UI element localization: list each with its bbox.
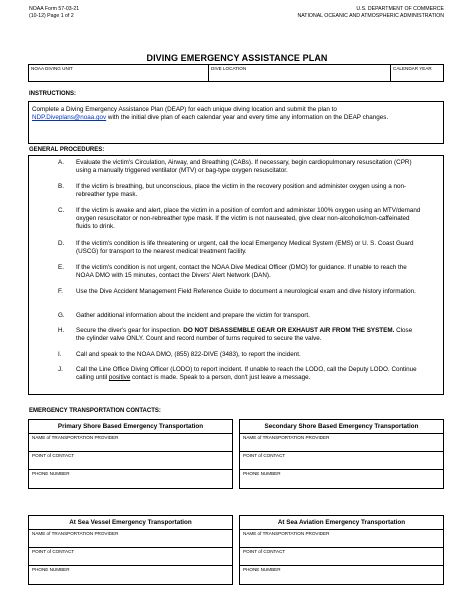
- field-label: POINT of CONTACT: [32, 549, 75, 554]
- field-label: NAME of TRANSPORTATION PROVIDER: [32, 435, 119, 440]
- instructions-text-before: Complete a Diving Emergency Assistance Plan (DEAP) for each unique diving location and submit the plan to: [32, 106, 337, 113]
- primary-shore-transport-box: [28, 419, 233, 489]
- diving-unit-label: NOAA DIVING UNIT: [31, 66, 73, 71]
- instructions-text-after: with the initial dive plan of each calendar year and every time any information on the DEAP changes.: [106, 114, 389, 122]
- provider-name-field[interactable]: [29, 530, 232, 548]
- procedure-letter: C.: [58, 207, 65, 214]
- phone-number-field[interactable]: [240, 470, 443, 488]
- administration-name: NATIONAL OCEANIC AND ATMOSPHERIC ADMINISTRATION: [297, 13, 444, 19]
- agency-block: [297, 6, 444, 20]
- procedure-text: If the victim is breathing, but unconscious, place the victim in the recovery position and administer oxygen using a non-rebreather type mask.: [76, 183, 407, 199]
- procedure-text: If the victim is awake and alert, place the victim in a position of comfort and administer 100% oxygen using an MTV/demand oxygen resuscitator or non-rebreather type mask. If the victim is not nauseated, give clear non-alcoholic/non-caffeinated fluids to drink.: [76, 207, 421, 231]
- procedure-letter: B.: [58, 183, 64, 190]
- procedure-letter: A.: [58, 159, 64, 166]
- provider-name-field[interactable]: [240, 434, 443, 452]
- general-procedures-heading: GENERAL PROCEDURES:: [29, 147, 105, 153]
- provider-name-field[interactable]: [29, 434, 232, 452]
- diving-unit-field[interactable]: [29, 65, 209, 81]
- instructions-heading: INSTRUCTIONS:: [29, 91, 76, 97]
- procedure-text-plain: Call the Line Office Diving Officer (LODO) to report incident. If unable to reach the LODO, call the Deputy LODO. Continue calling until: [76, 366, 417, 382]
- form-number: NOAA Form 57-03-21: [29, 6, 80, 12]
- box-title: At Sea Vessel Emergency Transportation: [29, 516, 232, 530]
- procedure-text: Gather additional information about the incident and prepare the victim for transport.: [76, 312, 310, 319]
- procedure-text: Call and speak to the NOAA DMO, (855) 822-DIVE (3483), to report the incident.: [76, 351, 301, 358]
- transport-contacts-heading: EMERGENCY TRANSPORTATION CONTACTS:: [29, 408, 161, 414]
- general-procedures-box: [28, 155, 444, 395]
- field-label: PHONE NUMBER: [32, 471, 70, 476]
- field-label: POINT of CONTACT: [243, 453, 286, 458]
- procedure-text: If the victim's condition is life threatening or urgent, call the local Emergency Medical System (EMS) or U. S. Coast Guard (USCG) for transport to the nearest medical treatment facility.: [76, 240, 414, 256]
- point-of-contact-field[interactable]: [240, 452, 443, 470]
- procedure-text: Evaluate the victim's Circulation, Airway, and Breathing (CABs). If necessary, begin cardiopulmonary resuscitation (CPR) using a manually triggered ventilator (MTV) or bag-type oxygen resuscitator.: [76, 159, 412, 175]
- box-title: At Sea Aviation Emergency Transportation: [240, 516, 443, 530]
- procedure-letter: F.: [58, 288, 63, 295]
- dive-location-field[interactable]: [209, 65, 391, 81]
- calendar-year-field[interactable]: [391, 65, 443, 81]
- field-label: POINT of CONTACT: [243, 549, 286, 554]
- at-sea-aviation-transport-box: [239, 515, 444, 585]
- procedure-letter: I.: [58, 351, 62, 358]
- procedure-text-tail: contact is made. Speak to a person, don't just leave a message.: [130, 374, 311, 382]
- point-of-contact-field[interactable]: [29, 452, 232, 470]
- procedure-letter: G.: [58, 312, 65, 319]
- point-of-contact-field[interactable]: [29, 548, 232, 566]
- field-label: PHONE NUMBER: [243, 567, 281, 572]
- procedure-letter: E.: [58, 264, 64, 271]
- procedure-warning: DO NOT DISASSEMBLE GEAR OR EXHAUST AIR FROM THE SYSTEM.: [183, 327, 395, 334]
- procedure-text: Use the Dive Accident Management Field Reference Guide to document a neurological exam and dive history information.: [76, 288, 416, 295]
- instructions-box: [28, 101, 444, 144]
- procedure-text: [76, 366, 421, 382]
- procedure-text: [76, 327, 421, 343]
- field-label: NAME of TRANSPORTATION PROVIDER: [243, 531, 330, 536]
- procedure-underlined: positive: [108, 374, 131, 382]
- phone-number-field[interactable]: [29, 470, 232, 488]
- calendar-year-label: CALENDAR YEAR: [393, 66, 432, 71]
- procedure-text-tail: Close the cylinder valve ONLY. Count and record number of turns required to secure the valve.: [76, 327, 413, 343]
- dive-plans-email-link[interactable]: NDP.Diveplans@noaa.gov: [32, 114, 107, 122]
- secondary-shore-transport-box: [239, 419, 444, 489]
- field-label: PHONE NUMBER: [32, 567, 70, 572]
- phone-number-field[interactable]: [29, 566, 232, 584]
- info-fields-row: [28, 64, 444, 82]
- field-label: PHONE NUMBER: [243, 471, 281, 476]
- provider-name-field[interactable]: [240, 530, 443, 548]
- form-title: DIVING EMERGENCY ASSISTANCE PLAN: [146, 53, 328, 63]
- field-label: POINT of CONTACT: [32, 453, 75, 458]
- dive-location-label: DIVE LOCATION: [211, 66, 247, 71]
- form-id-block: [29, 6, 79, 20]
- phone-number-field[interactable]: [240, 566, 443, 584]
- at-sea-vessel-transport-box: [28, 515, 233, 585]
- procedure-letter: J.: [58, 366, 63, 373]
- box-title: Secondary Shore Based Emergency Transportation: [240, 420, 443, 434]
- form-revision-page: (10-12) Page 1 of 2: [29, 13, 74, 19]
- procedure-letter: D.: [58, 240, 65, 247]
- department-name: U.S. DEPARTMENT OF COMMERCE: [356, 6, 444, 12]
- field-label: NAME of TRANSPORTATION PROVIDER: [243, 435, 330, 440]
- field-label: NAME of TRANSPORTATION PROVIDER: [32, 531, 119, 536]
- procedure-letter: H.: [58, 327, 65, 334]
- procedure-text-plain: Secure the diver's gear for inspection.: [76, 327, 184, 334]
- point-of-contact-field[interactable]: [240, 548, 443, 566]
- box-title: Primary Shore Based Emergency Transportation: [29, 420, 232, 434]
- procedure-text: If the victim's condition is not urgent, contact the NOAA Dive Medical Officer (DMO) for guidance. If unable to reach the NOAA DMO with 15 minutes, contact the Divers' Alert Network (DAN).: [76, 264, 407, 280]
